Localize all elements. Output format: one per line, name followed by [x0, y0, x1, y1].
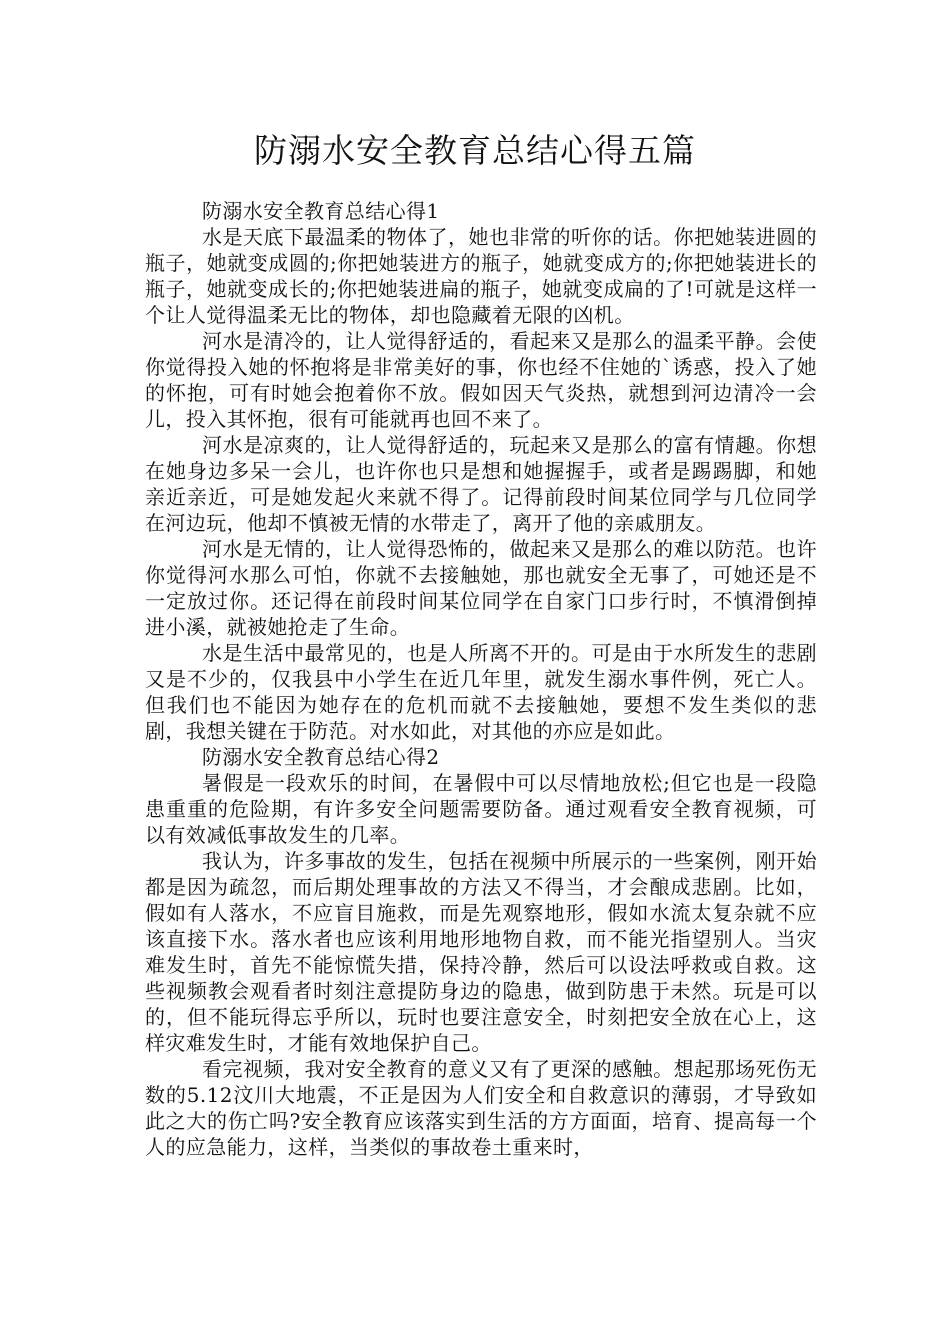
- document-body: [145, 198, 817, 1160]
- section-heading: 防溺水安全教育总结心得2: [202, 745, 440, 769]
- paragraph: 水是天底下最温柔的物体了，她也非常的听你的话。你把她装进圆的瓶子，她就变成圆的;你把她装进方的瓶子，她就变成方的;你把她装进长的瓶子，她就变成长的;你把她装进扁的瓶子，她就变成扁的了!可就是这样一个让人觉得温柔无比的物体，却也隐藏着无限的凶机。: [145, 225, 817, 327]
- paragraph: 我认为，许多事故的发生，包括在视频中所展示的一些案例，刚开始都是因为疏忽，而后期处理事故的方法又不得当，才会酿成悲剧。比如，假如有人落水，不应盲目施救，而是先观察地形，假如水流太复杂就不应该直接下水。落水者也应该利用地形地物自救，而不能光指望别人。当灾难发生时，首先不能惊慌失措，保持冷静，然后可以设法呼救或自救。这些视频教会观看者时刻注意提防身边的隐患，做到防患于未然。玩是可以的，但不能玩得忘乎所以，玩时也要注意安全，时刻把安全放在心上，这样灾难发生时，才能有效地保护自己。: [145, 849, 817, 1055]
- paragraph: 水是生活中最常见的，也是人所离不开的。可是由于水所发生的悲剧又是不少的，仅我县中小学生在近几年里，就发生溺水事件例，死亡人。但我们也不能因为她存在的危机而就不去接触她，要想不发生类似的悲剧，我想关键在于防范。对水如此，对其他的亦应是如此。: [145, 641, 817, 743]
- section-2: [145, 744, 817, 1160]
- section-heading: 防溺水安全教育总结心得1: [202, 199, 440, 223]
- document-title: 防溺水安全教育总结心得五篇: [254, 131, 696, 170]
- paragraph: 暑假是一段欢乐的时间，在暑假中可以尽情地放松;但它也是一段隐患重重的危险期，有许多安全问题需要防备。通过观看安全教育视频，可以有效减低事故发生的几率。: [145, 771, 817, 847]
- paragraph: 河水是凉爽的，让人觉得舒适的，玩起来又是那么的富有情趣。你想在她身边多呆一会儿，也许你也只是想和她握握手，或者是踢踢脚，和她亲近亲近，可是她发起火来就不得了。记得前段时间某位同学与几位同学在河边玩，他却不慎被无情的水带走了，离开了他的亲戚朋友。: [145, 433, 817, 535]
- paragraph: 河水是清冷的，让人觉得舒适的，看起来又是那么的温柔平静。会使你觉得投入她的怀抱将是非常美好的事，你也经不住她的`诱惑，投入了她的怀抱，可有时她会抱着你不放。假如因天气炎热，就想到河边清冷一会儿，投入其怀抱，很有可能就再也回不来了。: [145, 329, 817, 431]
- paragraph: 河水是无情的，让人觉得恐怖的，做起来又是那么的难以防范。也许你觉得河水那么可怕，你就不去接触她，那也就安全无事了，可她还是不一定放过你。还记得在前段时间某位同学在自家门口步行时，不慎滑倒掉进小溪，就被她抢走了生命。: [145, 537, 817, 639]
- section-1: [145, 198, 817, 744]
- paragraph: 看完视频，我对安全教育的意义又有了更深的感触。想起那场死伤无数的5.12汶川大地震，不正是因为人们安全和自救意识的薄弱，才导致如此之大的伤亡吗?安全教育应该落实到生活的方方面面，培育、提高每一个人的应急能力，这样，当类似的事故卷土重来时，: [145, 1057, 817, 1159]
